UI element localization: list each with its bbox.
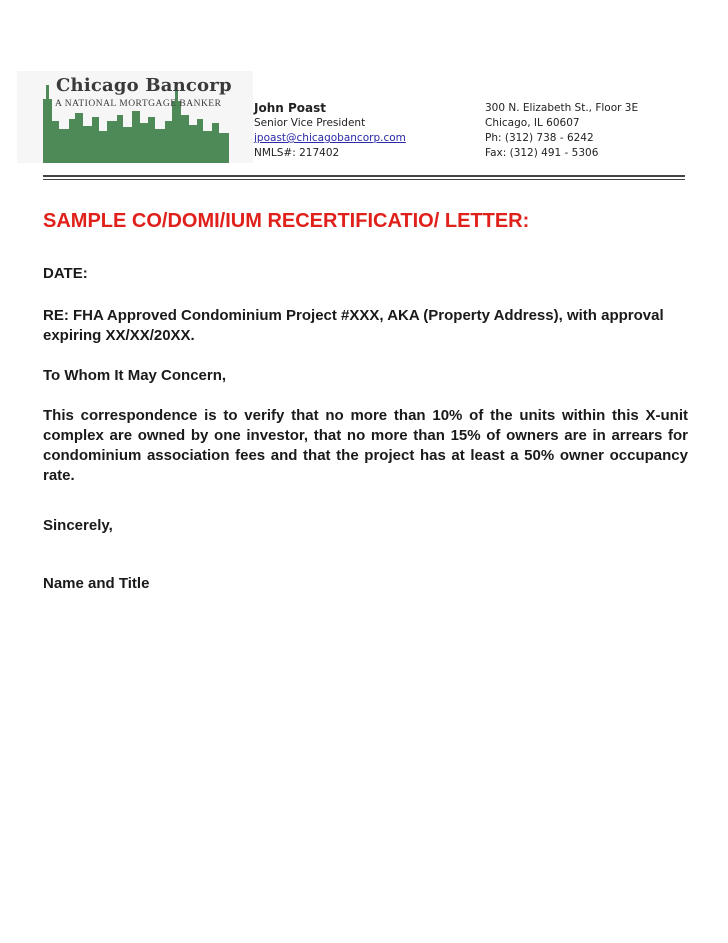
re-line: RE: FHA Approved Condominium Project #XXX, AKA (Property Address), with approval expiring XX/XX/20XX.	[43, 307, 664, 344]
date-label: DATE:	[43, 265, 88, 282]
contact-name: John Poast	[254, 101, 326, 115]
contact-title: Senior Vice President	[254, 117, 366, 129]
header-divider-bottom	[43, 179, 685, 180]
company-logo	[17, 71, 253, 163]
signature-name-title: Name and Title	[43, 575, 150, 592]
contact-address-block	[485, 101, 638, 161]
header-divider-top	[43, 175, 685, 177]
contact-email-link[interactable]: jpoast@chicagobancorp.com	[254, 132, 406, 144]
contact-person-block	[254, 101, 406, 161]
salutation: To Whom It May Concern,	[43, 367, 227, 384]
letter-body-paragraph: This correspondence is to verify that no more than 10% of the units within this X-unit complex are owned by one investor, that no more than 15% of owners are in arrears for condominium association fees and that the project has at least a 50% owner occupancy rate.	[43, 407, 688, 484]
logo-tagline: A NATIONAL MORTGAGE BANKER	[55, 99, 222, 109]
contact-fax: Fax: (312) 491 - 5306	[485, 147, 599, 159]
address-line-2: Chicago, IL 60607	[485, 117, 580, 129]
letter-heading: SAMPLE CO/DOMI/IUM RECERTIFICATIO/ LETTER:	[43, 210, 530, 232]
closing: Sincerely,	[43, 517, 113, 534]
contact-nmls: NMLS#: 217402	[254, 147, 340, 159]
contact-phone: Ph: (312) 738 - 6242	[485, 132, 594, 144]
logo-company-name: Chicago Bancorp	[56, 75, 232, 96]
address-line-1: 300 N. Elizabeth St., Floor 3E	[485, 102, 639, 114]
